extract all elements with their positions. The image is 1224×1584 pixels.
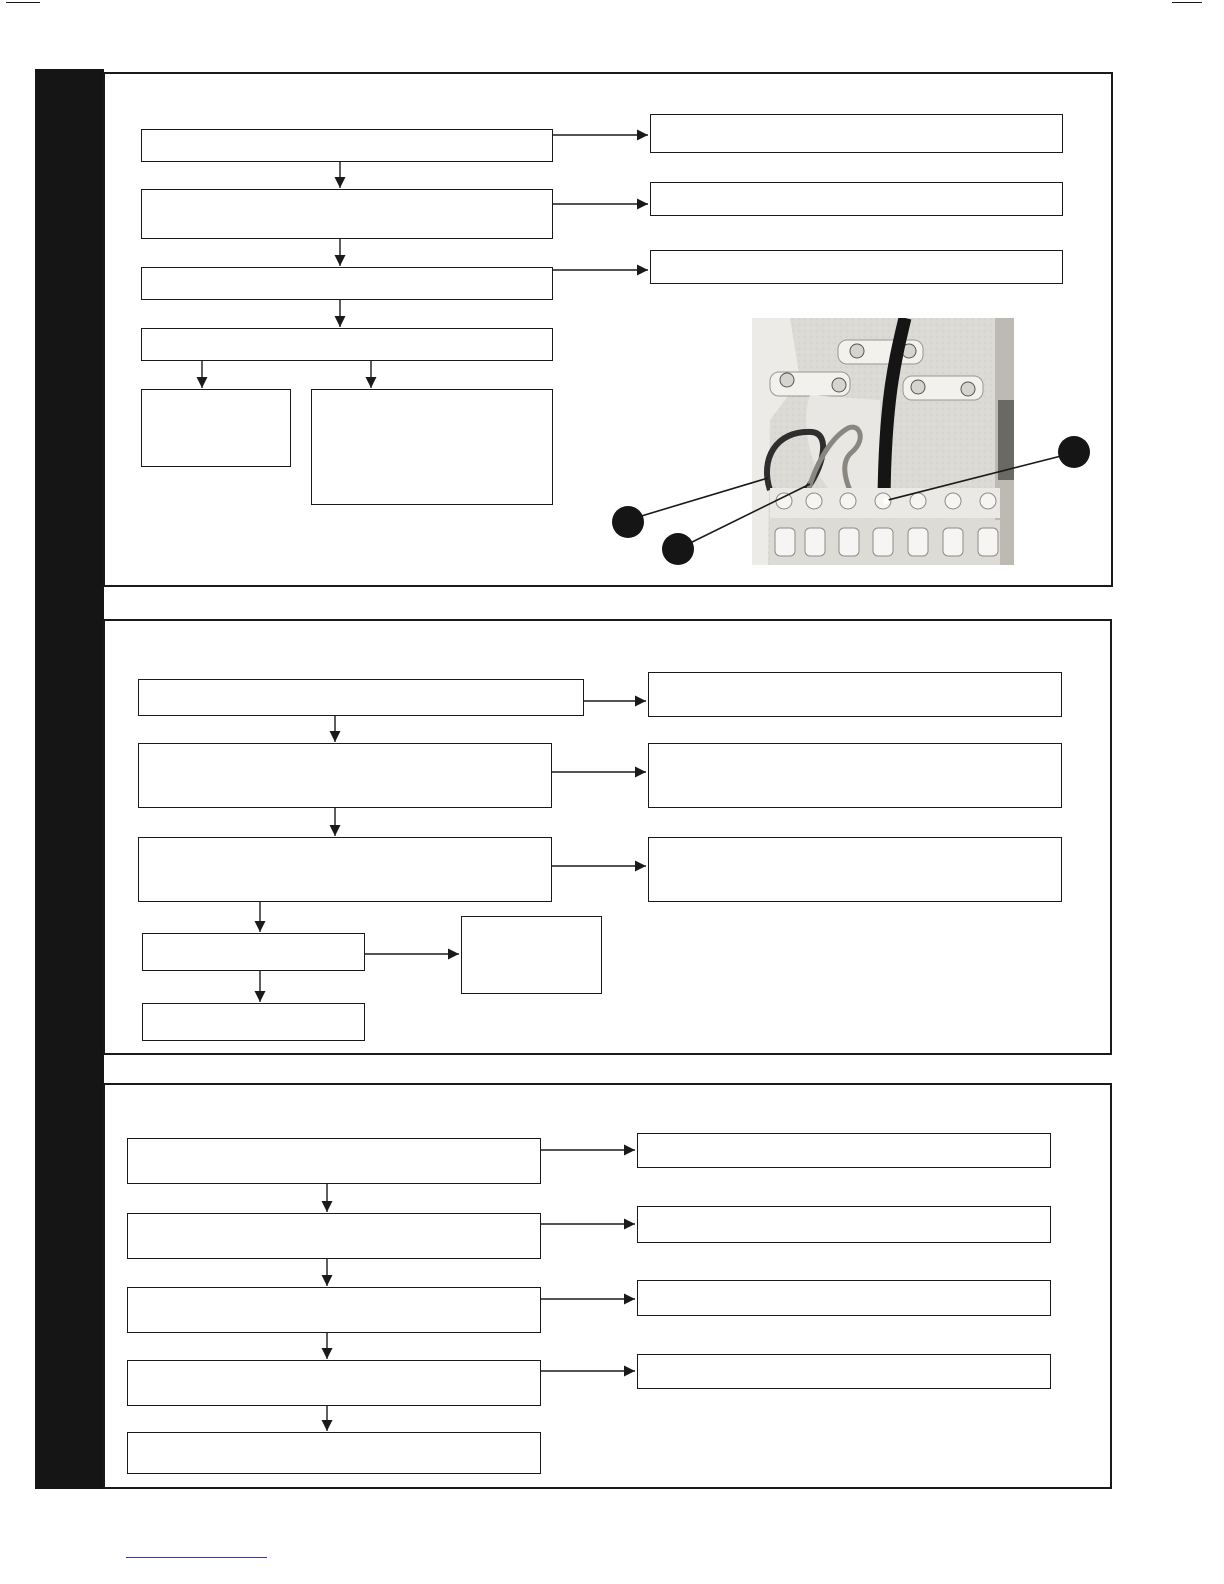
- terminal-block-photo: [752, 318, 1014, 565]
- callout-target: [883, 498, 889, 504]
- callout-marker: [662, 533, 694, 565]
- callout-marker: [612, 506, 644, 538]
- callout-marker: [1058, 436, 1090, 468]
- callout-leader: [628, 478, 768, 520]
